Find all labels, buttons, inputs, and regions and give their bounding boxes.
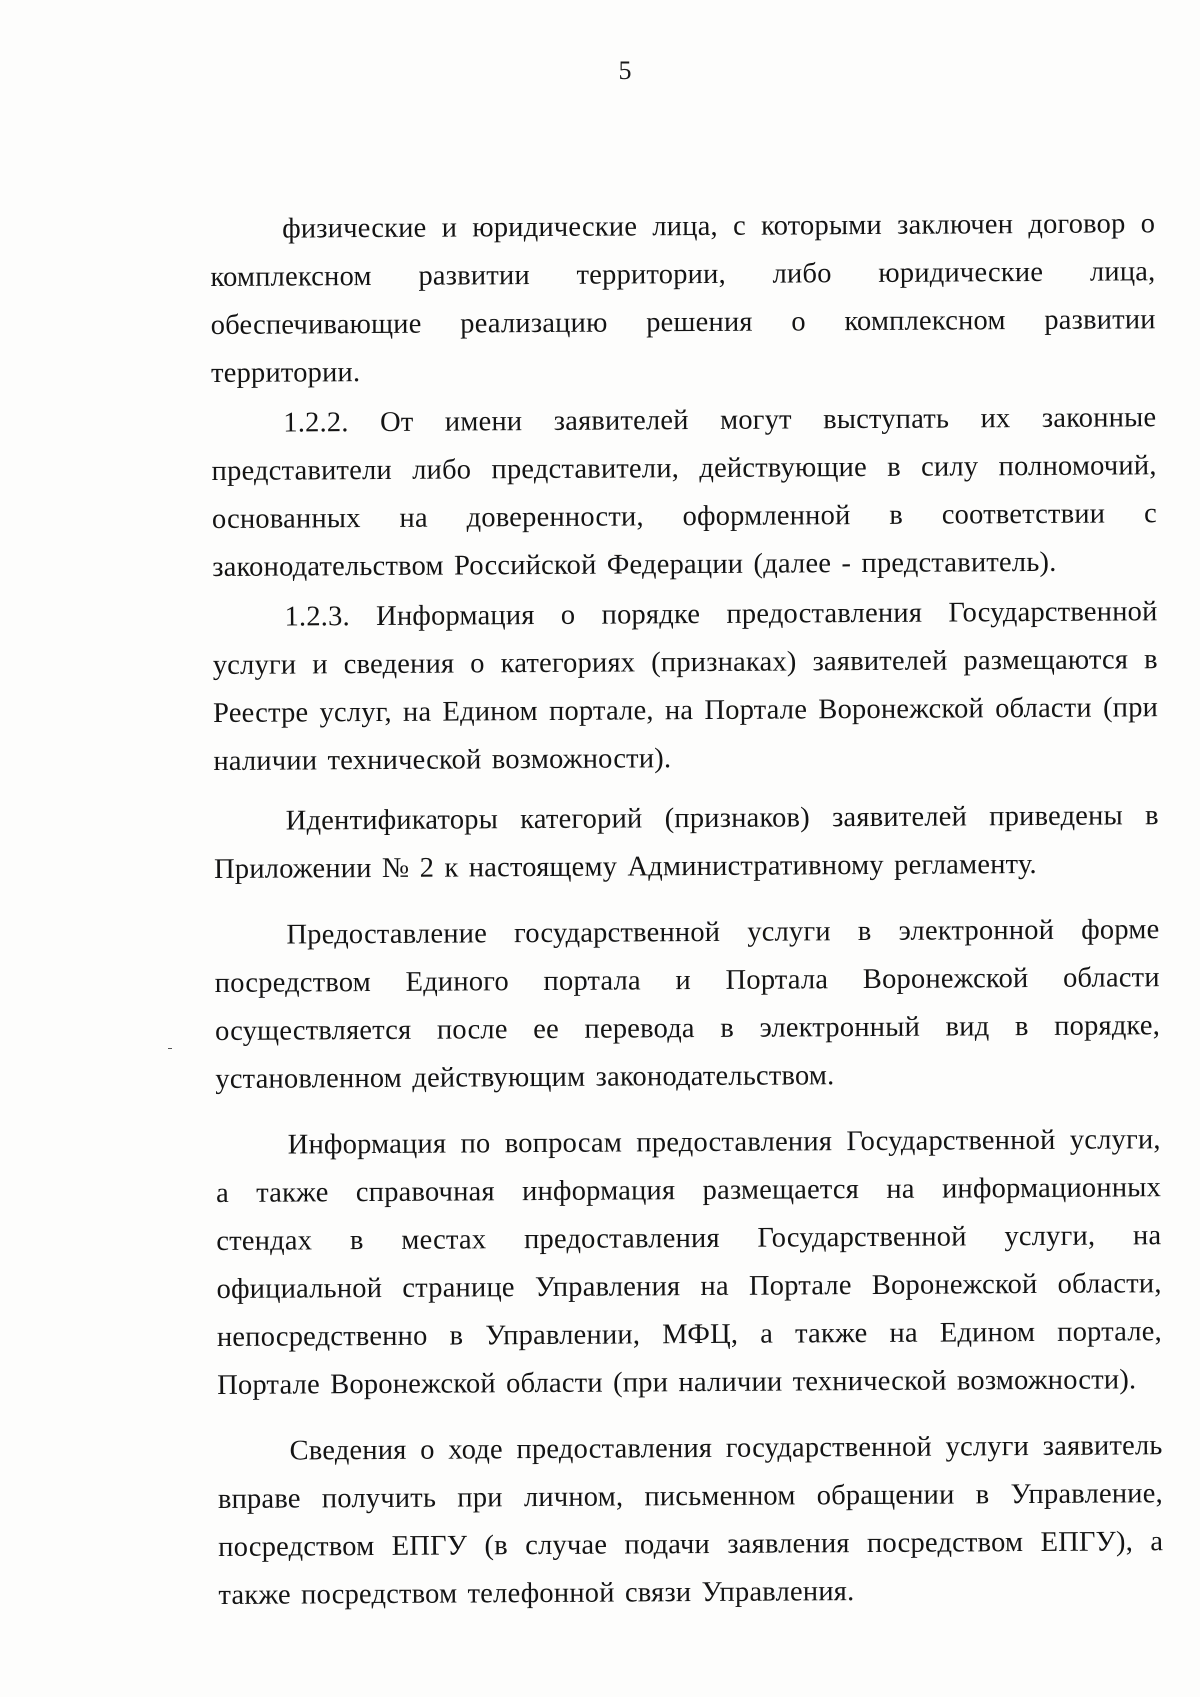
paragraph-status-info: Сведения о ходе предоставления государственной услуги заявитель вправе получить при личном, письменном обращении в Управление, посредством ЕПГУ (в случае подачи заявления посредством ЕПГУ), а также посредством телефонной связи Управления. [217, 1430, 1164, 1611]
paragraph-identifiers: Идентификаторы категорий (признаков) заявителей приведены в Приложении № 2 к настоящему Административному регламенту. [213, 800, 1159, 885]
page-number: 5 [618, 56, 632, 85]
paragraph-1-2-3: 1.2.3. Информация о порядке предоставления Государственной услуги и сведения о категориях (признаках) заявителей размещаются в Реестре услуг, на Едином портале, на Портале Воронежской области (при наличии технической возможности). [212, 596, 1159, 777]
document-body [210, 200, 1164, 1620]
paragraph-electronic-form: Предоставление государственной услуги в электронной форме посредством Единого портала и Портала Воронежской области осуществляется после ее перевода в электронный вид в порядке, установленном действующим законодательством. [214, 914, 1161, 1095]
paragraph-1-2-2: 1.2.2. От имени заявителей могут выступать их законные представители либо представители, действующие в силу полномочий, основанных на доверенности, оформленной в соответствии с законодательством Российской Федерации (далее - представитель). [211, 402, 1157, 583]
paragraph-applicants-continued: физические и юридические лица, с которыми заключен договор о комплексном развитии территории, либо юридические лица, обеспечивающие реализацию решения о комплексном развитии территории. [210, 208, 1156, 389]
scan-mark [168, 1048, 172, 1049]
paragraph-information: Информация по вопросам предоставления Государственной услуги, а также справочная информация размещается на информационных стендах в местах предоставления Государственной услуги, на официальной странице Управления на Портале Воронежской области, непосредственно в Управлении, МФЦ, а также на Едином портале, Портале Воронежской области (при наличии технической возможности). [215, 1124, 1162, 1401]
